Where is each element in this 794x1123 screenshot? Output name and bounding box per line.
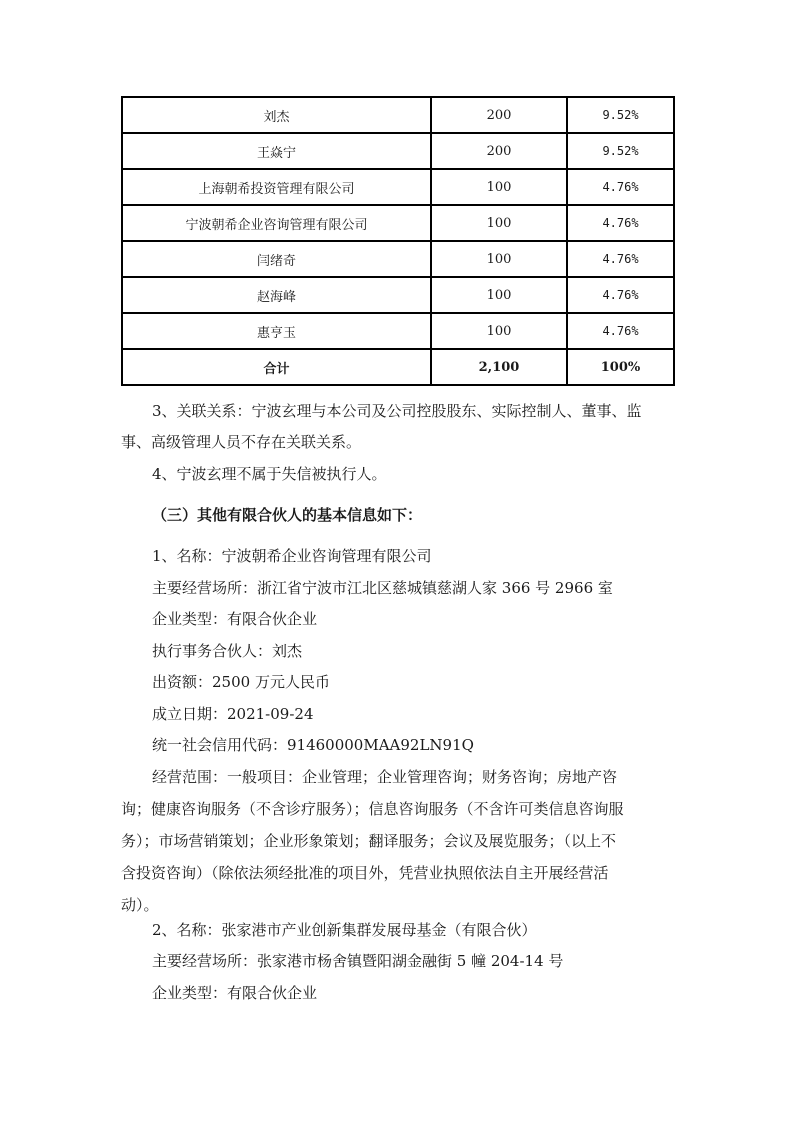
entity1-capital: 出资额：2500 万元人民币	[152, 673, 330, 691]
business-scope-line: 询；健康咨询服务（不含诊疗服务）；信息咨询服务（不含许可类信息咨询服	[121, 800, 624, 818]
entity2-address: 主要经营场所：张家港市杨舍镇暨阳湖金融街 5 幢 204-14 号	[152, 952, 564, 970]
ratio-cell: 4.76%	[567, 277, 674, 313]
partner-name-cell: 上海朝希投资管理有限公司	[122, 169, 431, 205]
ratio-cell: 4.76%	[567, 241, 674, 277]
business-scope-line: 含投资咨询）（除依法须经批准的项目外，凭营业执照依法自主开展经营活	[121, 864, 609, 882]
table-row	[122, 277, 674, 313]
table-row	[122, 97, 674, 133]
partner-name-cell: 刘杰	[122, 97, 431, 133]
dishonest-status-paragraph: 4、宁波玄理不属于失信被执行人。	[152, 465, 387, 483]
partner-name-cell: 闫绪奇	[122, 241, 431, 277]
entity1-executive-partner: 执行事务合伙人：刘杰	[152, 642, 303, 660]
amount-cell: 100	[431, 241, 567, 277]
table-row	[122, 241, 674, 277]
entity1-established-date: 成立日期：2021-09-24	[152, 705, 314, 723]
entity1-business-scope	[121, 761, 673, 921]
business-scope-line: 动）。	[121, 896, 159, 914]
table-row	[122, 133, 674, 169]
amount-cell: 100	[431, 169, 567, 205]
entity2-type: 企业类型：有限合伙企业	[152, 984, 318, 1002]
entity1-credit-code: 统一社会信用代码：91460000MAA92LN91Q	[152, 736, 474, 754]
total-amount-cell: 2,100	[431, 349, 567, 385]
amount-cell: 100	[431, 313, 567, 349]
shareholding-table	[121, 96, 675, 386]
related-party-line-2: 事、高级管理人员不存在关联关系。	[121, 433, 362, 451]
ratio-cell: 4.76%	[567, 313, 674, 349]
partner-name-cell: 宁波朝希企业咨询管理有限公司	[122, 205, 431, 241]
partner-name-cell: 王焱宁	[122, 133, 431, 169]
ratio-cell: 4.76%	[567, 169, 674, 205]
amount-cell: 100	[431, 205, 567, 241]
total-label-cell: 合计	[122, 349, 431, 385]
ratio-cell: 9.52%	[567, 97, 674, 133]
amount-cell: 200	[431, 97, 567, 133]
amount-cell: 200	[431, 133, 567, 169]
total-ratio-cell: 100%	[567, 349, 674, 385]
partner-name-cell: 惠亨玉	[122, 313, 431, 349]
section-heading: （三）其他有限合伙人的基本信息如下：	[152, 506, 423, 524]
business-scope-line: 务）；市场营销策划；企业形象策划；翻译服务；会议及展览服务；（以上不	[121, 832, 617, 850]
entity1-type: 企业类型：有限合伙企业	[152, 610, 318, 628]
entity2-name: 2、名称：张家港市产业创新集群发展母基金（有限合伙）	[152, 921, 537, 939]
table-total-row	[122, 349, 674, 385]
business-scope-line: 经营范围：一般项目：企业管理；企业管理咨询；财务咨询；房地产咨	[152, 768, 618, 786]
amount-cell: 100	[431, 277, 567, 313]
ratio-cell: 9.52%	[567, 133, 674, 169]
table-row	[122, 313, 674, 349]
ratio-cell: 4.76%	[567, 205, 674, 241]
table-row	[122, 205, 674, 241]
partner-name-cell: 赵海峰	[122, 277, 431, 313]
entity1-name: 1、名称：宁波朝希企业咨询管理有限公司	[152, 547, 432, 565]
table-row	[122, 169, 674, 205]
entity1-address: 主要经营场所：浙江省宁波市江北区慈城镇慈湖人家 366 号 2966 室	[152, 579, 613, 597]
related-party-line-1: 3、关联关系：宁波玄理与本公司及公司控股股东、实际控制人、董事、监	[152, 402, 642, 420]
